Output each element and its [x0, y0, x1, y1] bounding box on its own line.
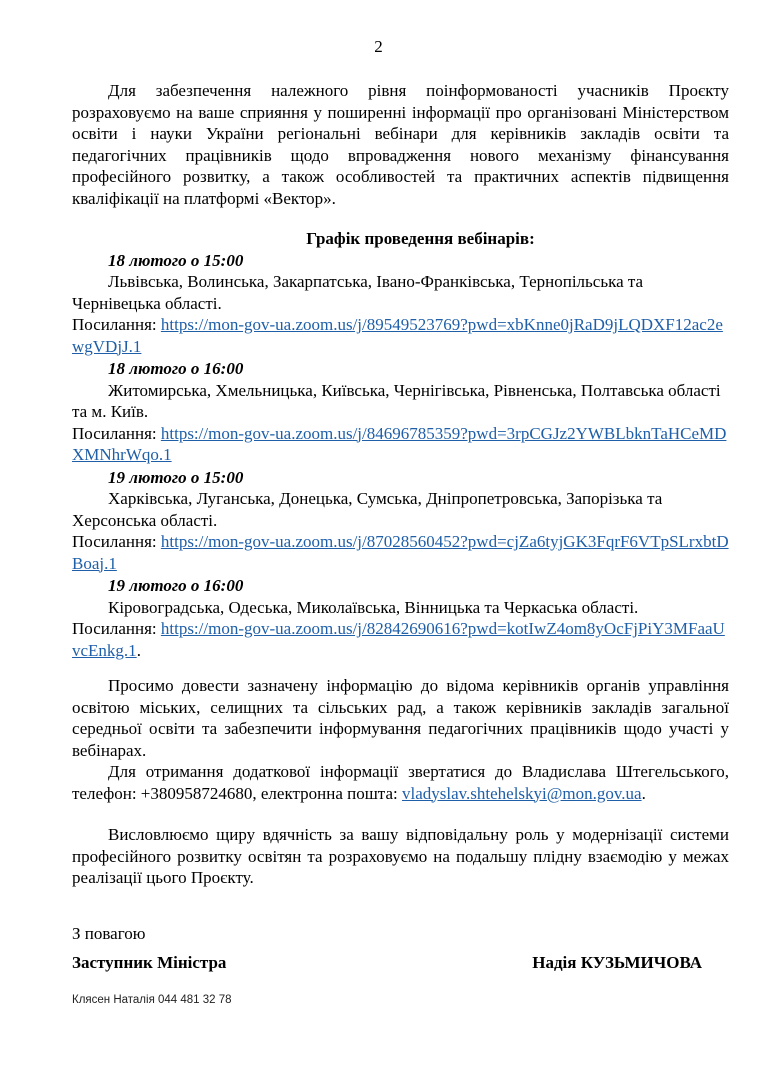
contact-paragraph [72, 761, 729, 804]
spacer [72, 662, 729, 675]
webinar-item [72, 358, 729, 466]
webinar-date: 18 лютого о 16:00 [108, 359, 244, 378]
webinar-date: 18 лютого о 15:00 [108, 250, 244, 270]
request-paragraph: Просимо довести зазначену інформацію до відома керівників органів управління освітою міських, селищних та сільських рад, а також керівників закладів загальної середньої освіти та забезпечити інформування педагогічних працівників щодо участі у вебінарах. [72, 676, 729, 760]
webinar-regions: Львівська, Волинська, Закарпатська, Івано-Франківська, Тернопільська та Чернівецька області. [72, 272, 644, 313]
webinar-zoom-link[interactable]: https://mon-gov-ua.zoom.us/j/87028560452?pwd=cjZa6tyjGK3FqrF6VTpSLrxbtDBoaj.1 [72, 532, 729, 573]
webinar-regions: Житомирська, Хмельницька, Київська, Чернігівська, Рівненська, Полтавська області та м. Київ. [72, 380, 721, 421]
link-label: Посилання: [72, 315, 161, 334]
webinar-zoom-link[interactable]: https://mon-gov-ua.zoom.us/j/82842690616?pwd=kotIwZ4om8yOcFjPiY3MFaaUvcEnkg.1 [72, 619, 725, 660]
schedule-title: Графік проведення вебінарів: [306, 229, 535, 248]
executor-footer: Клясен Наталія 044 481 32 78 [72, 994, 232, 1006]
webinar-regions: Кіровоградська, Одеська, Миколаївська, Вінницька та Черкаська області. [108, 597, 639, 617]
signature-block [72, 952, 729, 974]
page-number: 2 [374, 37, 383, 56]
webinar-date: 19 лютого о 15:00 [108, 467, 244, 487]
webinar-zoom-link[interactable]: https://mon-gov-ua.zoom.us/j/89549523769?pwd=xbKnne0jRaD9jLQDXF12ac2ewgVDjJ.1 [72, 315, 723, 356]
webinar-link-line [72, 423, 729, 466]
webinar-link-line [72, 531, 729, 574]
signatory-position: Заступник Міністра [72, 953, 227, 972]
spacer [72, 804, 729, 824]
contact-text: Для отримання додаткової інформації звертатися до Владислава Штегельського, телефон: +380958724680, електронна пошта: [72, 762, 729, 803]
webinar-item [72, 575, 729, 661]
link-label: Посилання: [72, 532, 161, 551]
webinar-item [72, 467, 729, 575]
letter-body [72, 80, 729, 974]
webinar-regions: Харківська, Луганська, Донецька, Сумська, Дніпропетровська, Запорізька та Херсонська області. [72, 489, 663, 530]
webinar-date: 19 лютого о 16:00 [108, 576, 244, 595]
closing-phrase: З повагою [72, 923, 146, 943]
intro-paragraph: Для забезпечення належного рівня поінформованості учасників Проєкту розраховуємо на ваше сприяння у поширенні інформації про організовані Міністерством освіти і науки України регіональні вебінари для керівників закладів освіти та педагогічних працівників щодо впровадження нового механізму фінансування професійного розвитку, а також особливостей та практичних аспектів підвищення кваліфікації на платформі «Вектор». [72, 81, 729, 208]
link-label: Посилання: [72, 619, 161, 638]
webinar-link-line [72, 618, 729, 661]
contact-suffix: . [641, 783, 646, 803]
spacer [72, 889, 729, 923]
contact-email-link[interactable]: vladyslav.shtehelskyi@mon.gov.ua [401, 783, 642, 803]
signatory-name: Надія КУЗЬМИЧОВА [532, 953, 702, 972]
link-suffix: . [136, 640, 141, 660]
webinar-zoom-link[interactable]: https://mon-gov-ua.zoom.us/j/84696785359?pwd=3rpCGJz2YWBLbknTaHCeMDXMNhrWqo.1 [72, 423, 727, 464]
link-label: Посилання: [72, 423, 161, 443]
gratitude-paragraph: Висловлюємо щиру вдячність за вашу відповідальну роль у модернізації системи професійного розвитку освітян та розраховуємо на подальшу плідну взаємодію у межах реалізації цього Проєкту. [72, 825, 729, 887]
webinar-link-line [72, 314, 729, 357]
webinar-item [72, 250, 729, 358]
